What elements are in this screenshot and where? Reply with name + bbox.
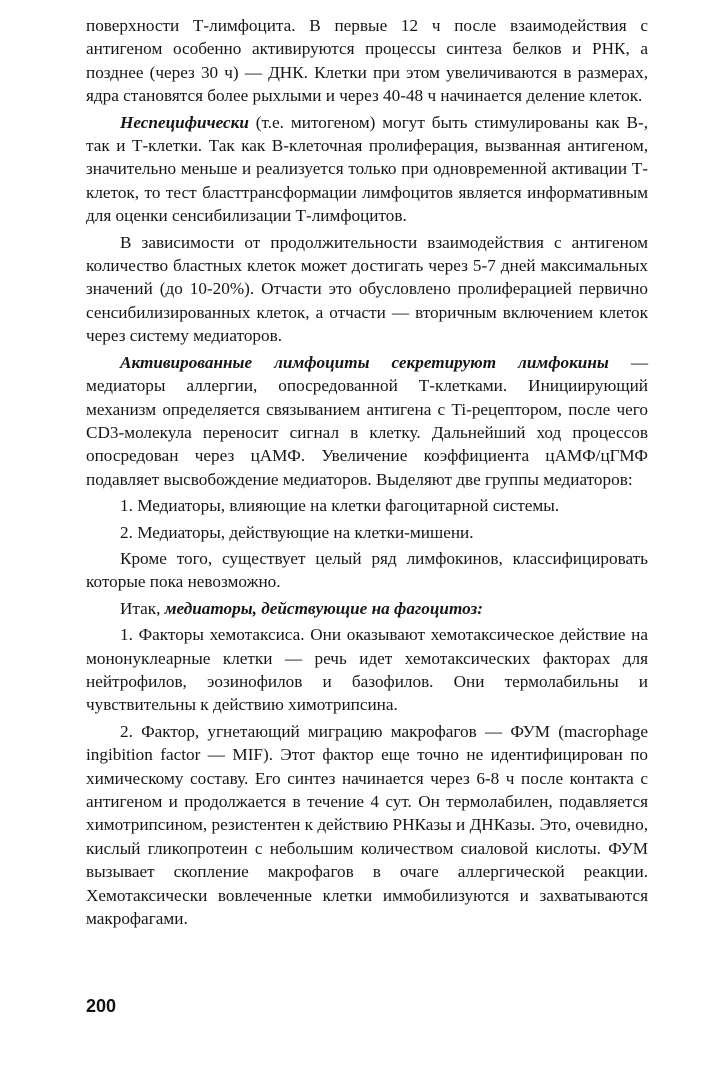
paragraph-3-text: В зависимости от продолжительности взаимодействия с антигеном количество бластных клеток может достигать через 5-7 дней максимальных значений (до 10-20%). Отчасти это обусловлено пролиферацией первично сенсибилизированных клеток, а отчасти — вторичным включением клеток через систему медиаторов. — [86, 232, 648, 346]
paragraph-4-lead: Активированные лимфоциты секретируют лимфокины — [120, 352, 609, 372]
paragraph-7 — [86, 547, 648, 594]
paragraph-1 — [86, 14, 648, 108]
paragraph-3 — [86, 231, 648, 348]
page-body — [86, 14, 648, 933]
paragraph-9 — [86, 623, 648, 717]
paragraph-4-text: — медиаторы аллергии, опосредованной Т-клетками. Инициирующий механизм определяется связыванием антигена с Ti-рецептором, после чего CD3-молекула переносит сигнал в клетку. Дальнейший ход процессов опосредован через цАМФ. Увеличение коэффициента цАМФ/цГМФ подавляет высвобождение медиаторов. Выделяют две группы медиаторов: — [86, 352, 648, 489]
list-item-2 — [86, 521, 648, 544]
section-heading — [86, 597, 648, 620]
list-item-1-text: 1. Медиаторы, влияющие на клетки фагоцитарной системы. — [120, 496, 560, 516]
paragraph-10-text: 2. Фактор, угнетающий миграцию макрофагов — ФУМ (macrophage ingibition factor — MIF). Этот фактор еще точно не идентифицирован по химическому составу. Его синтез начинается через 6-8 ч после контакта с антигеном и продолжается в течение 4 сут. Он термолабилен, подавляется химотрипсином, резистентен к действию РНКазы и ДНКазы. Это, очевидно, кислый гликопротеин с небольшим количеством сиаловой кислоты. ФУМ вызывает скопление макрофагов в очаге аллергической реакции. Хемотаксически вовлеченные клетки иммобилизуются и захватываются макрофагами. — [86, 721, 648, 929]
section-heading-prefix: Итак, — [120, 598, 165, 618]
paragraph-2 — [86, 111, 648, 228]
paragraph-7-text: Кроме того, существует целый ряд лимфокинов, классифицировать которые пока невозможно. — [86, 548, 648, 592]
section-heading-title: медиаторы, действующие на фагоцитоз: — [164, 598, 483, 618]
paragraph-1-text: поверхности Т-лимфоцита. В первые 12 ч после взаимодействия с антигеном особенно активируются процессы синтеза белков и РНК, а позднее (через 30 ч) — ДНК. Клетки при этом увеличиваются в размерах, ядра становятся более рыхлыми и через 40-48 ч начинается деление клеток. — [86, 16, 648, 106]
paragraph-9-text: 1. Факторы хемотаксиса. Они оказывают хемотаксическое действие на мононуклеарные клетки — речь идет хемотаксических факторах для нейтрофилов, эозинофилов и базофилов. Они термолабильны и чувствительны к действию химотрипсина. — [86, 625, 648, 715]
paragraph-10 — [86, 720, 648, 931]
paragraph-2-text: (т.е. митогеном) могут быть стимулированы как В-, так и Т-клетки. Так как В-клеточная пролиферация, вызванная антигеном, значительно меньше и реализуется только при одновременной активации Т-клеток, то тест бласттрансформации лимфоцитов является информативным для оценки сенсибилизации Т-лимфоцитов. — [86, 112, 648, 226]
paragraph-4 — [86, 351, 648, 491]
list-item-2-text: 2. Медиаторы, действующие на клетки-мишени. — [120, 522, 474, 542]
paragraph-2-lead: Неспецифически — [120, 112, 249, 132]
page-number: 200 — [86, 996, 117, 1016]
list-item-1 — [86, 494, 648, 517]
